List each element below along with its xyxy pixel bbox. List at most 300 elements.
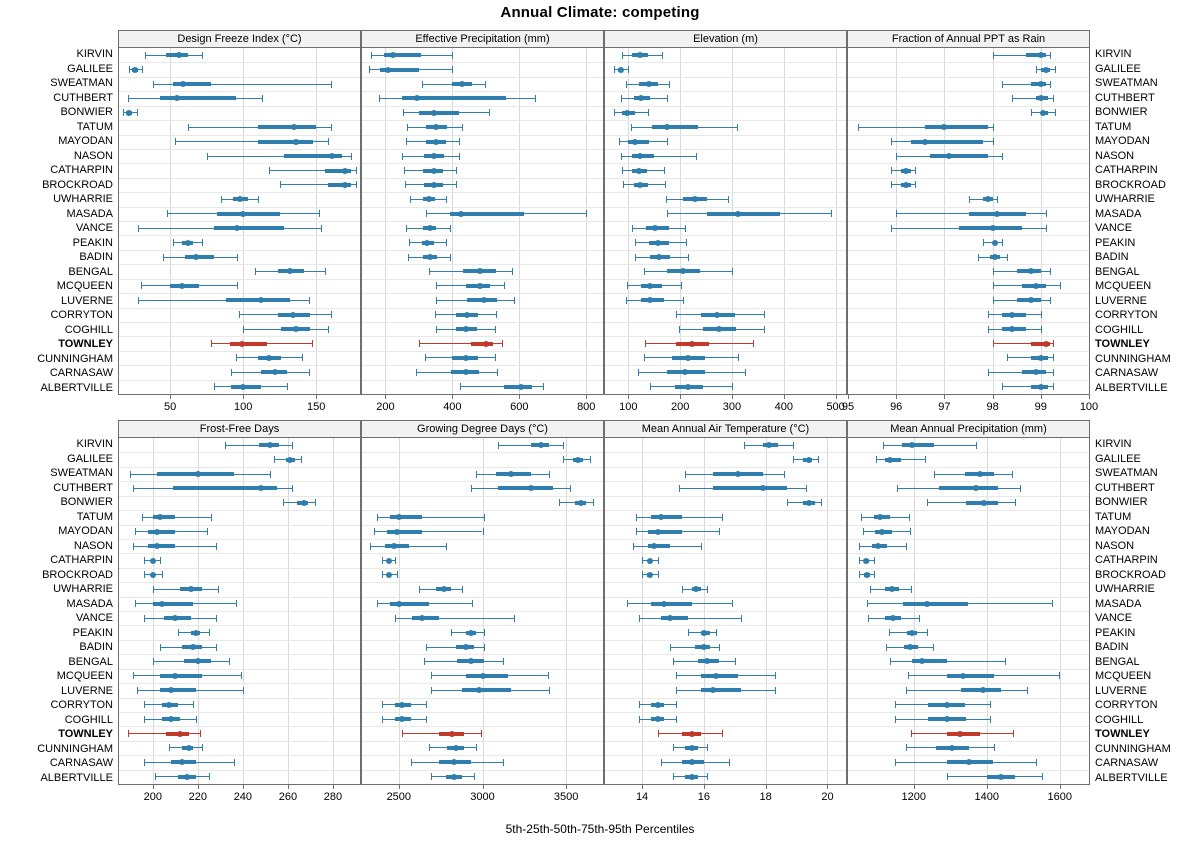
- whisker-cap-low: [435, 311, 436, 318]
- whisker-cap-low: [636, 514, 637, 521]
- median-point: [433, 139, 439, 145]
- row-label-left-vance: VANCE: [75, 612, 113, 625]
- interquartile-bar: [925, 125, 988, 129]
- whisker-cap-high: [806, 485, 807, 492]
- whisker-cap-low: [626, 297, 627, 304]
- gridline-horizontal: [119, 293, 360, 294]
- whisker-cap-low: [667, 210, 668, 217]
- whisker-cap-high: [450, 225, 451, 232]
- gridline-horizontal: [362, 654, 603, 655]
- median-point: [655, 716, 661, 722]
- median-point: [647, 297, 653, 303]
- whisker-cap-low: [947, 773, 948, 780]
- whisker-cap-low: [144, 701, 145, 708]
- whisker-cap-high: [909, 514, 910, 521]
- interquartile-bar: [939, 486, 997, 490]
- whisker-cap-high: [489, 109, 490, 116]
- whisker-cap-low: [619, 138, 620, 145]
- median-point: [1028, 268, 1034, 274]
- row-label-right-bengal: BENGAL: [1095, 265, 1140, 278]
- axis-tick-label: 50: [163, 401, 177, 413]
- gridline-horizontal: [119, 135, 360, 136]
- whisker-cap-high: [688, 254, 689, 261]
- whisker-cap-high: [292, 485, 293, 492]
- median-point: [714, 312, 720, 318]
- median-point: [293, 139, 299, 145]
- plot-area-top-2: [362, 48, 603, 394]
- whisker-cap-low: [406, 225, 407, 232]
- axis-tick-label: 240: [233, 791, 253, 803]
- whisker-cap-low: [419, 340, 420, 347]
- whisker-cap-low: [685, 471, 686, 478]
- whisker-cap-low: [895, 759, 896, 766]
- row-label-left-townley: TOWNLEY: [58, 338, 113, 351]
- whisker-cap-low: [1036, 66, 1037, 73]
- median-point: [477, 283, 483, 289]
- whisker-cap-low: [673, 744, 674, 751]
- median-point: [258, 297, 264, 303]
- axis-tickmark: [243, 785, 244, 789]
- axis-tick-label: 14: [635, 791, 649, 803]
- row-label-left-albertville: ALBERTVILLE: [40, 381, 113, 394]
- median-point: [637, 182, 643, 188]
- whisker-cap-high: [395, 557, 396, 564]
- whisker-cap-high: [1015, 499, 1016, 506]
- whisker-cap-low: [382, 557, 383, 564]
- median-point: [909, 630, 915, 636]
- whisker-cap-low: [614, 109, 615, 116]
- median-point: [689, 774, 695, 780]
- gridline-horizontal: [362, 336, 603, 337]
- whisker-cap-low: [927, 499, 928, 506]
- gridline-horizontal: [605, 597, 846, 598]
- row-label-right-townley: TOWNLEY: [1095, 338, 1150, 351]
- median-point: [1028, 297, 1034, 303]
- panel-plot-bottom-1: [118, 437, 361, 785]
- whisker-cap-high: [1050, 52, 1051, 59]
- whisker-cap-high: [735, 658, 736, 665]
- gridline-horizontal: [605, 336, 846, 337]
- gridline-horizontal: [848, 496, 1089, 497]
- interquartile-bar: [713, 486, 787, 490]
- row-label-right-sweatman: SWEATMAN: [1095, 467, 1158, 480]
- row-label-left-mayodan: MAYODAN: [58, 525, 113, 538]
- median-point: [919, 658, 925, 664]
- whisker-line: [128, 733, 200, 734]
- median-point: [922, 139, 928, 145]
- gridline-horizontal: [119, 481, 360, 482]
- whisker-cap-low: [221, 196, 222, 203]
- median-point: [966, 759, 972, 765]
- row-label-left-galilee: GALILEE: [67, 62, 113, 75]
- panel-plot-top-4: [847, 47, 1090, 395]
- median-point: [463, 369, 469, 375]
- whisker-cap-low: [451, 629, 452, 636]
- whisker-cap-high: [1041, 326, 1042, 333]
- median-point: [735, 211, 741, 217]
- gridline-horizontal: [605, 91, 846, 92]
- median-point: [180, 81, 186, 87]
- whisker-cap-high: [1027, 687, 1028, 694]
- interquartile-bar: [217, 212, 280, 216]
- whisker-cap-high: [309, 369, 310, 376]
- whisker-cap-high: [1013, 730, 1014, 737]
- median-point: [184, 774, 190, 780]
- median-point: [239, 341, 245, 347]
- whisker-cap-low: [622, 167, 623, 174]
- axis-tickmark: [1060, 785, 1061, 789]
- whisker-cap-high: [1052, 600, 1053, 607]
- gridline-horizontal: [119, 322, 360, 323]
- median-point: [518, 384, 524, 390]
- axis-tick-label: 200: [376, 401, 395, 413]
- median-point: [477, 268, 483, 274]
- median-point: [661, 601, 667, 607]
- whisker-cap-high: [919, 615, 920, 622]
- whisker-cap-high: [209, 629, 210, 636]
- median-point: [291, 124, 297, 130]
- whisker-cap-high: [456, 181, 457, 188]
- gridline-horizontal: [848, 149, 1089, 150]
- whisker-cap-low: [896, 153, 897, 160]
- interquartile-bar: [466, 674, 508, 678]
- gridline-horizontal: [362, 698, 603, 699]
- gridline-horizontal: [848, 640, 1089, 641]
- median-point: [126, 110, 132, 116]
- median-point: [195, 471, 201, 477]
- whisker-cap-high: [292, 442, 293, 449]
- median-point: [1038, 384, 1044, 390]
- panel-plot-bottom-2: [361, 437, 604, 785]
- panel-title-top-4: Fraction of Annual PPT as Rain: [847, 30, 1090, 48]
- median-point: [290, 312, 296, 318]
- whisker-cap-high: [775, 672, 776, 679]
- median-point: [806, 500, 812, 506]
- interquartile-bar: [230, 342, 267, 346]
- whisker-cap-low: [621, 95, 622, 102]
- axis-tick-label: 150: [306, 401, 326, 413]
- whisker-cap-high: [664, 167, 665, 174]
- axis-tick-label: 200: [143, 791, 162, 803]
- whisker-cap-low: [144, 557, 145, 564]
- median-point: [656, 254, 662, 260]
- gridline-horizontal: [605, 452, 846, 453]
- gridline-horizontal: [848, 308, 1089, 309]
- median-point: [463, 644, 469, 650]
- median-point: [177, 731, 183, 737]
- gridline-horizontal: [848, 62, 1089, 63]
- whisker-cap-high: [1005, 658, 1006, 665]
- whisker-cap-low: [129, 66, 130, 73]
- gridline-horizontal: [119, 120, 360, 121]
- whisker-cap-high: [915, 167, 916, 174]
- row-label-left-brockroad: BROCKROAD: [42, 568, 113, 581]
- gridline-horizontal: [119, 539, 360, 540]
- whisker-cap-low: [173, 239, 174, 246]
- gridline-horizontal: [362, 712, 603, 713]
- gridline-horizontal: [848, 293, 1089, 294]
- gridline-horizontal: [119, 221, 360, 222]
- gridline-horizontal: [848, 741, 1089, 742]
- whisker-cap-low: [911, 730, 912, 737]
- gridline-horizontal: [605, 365, 846, 366]
- gridline-horizontal: [848, 770, 1089, 771]
- whisker-cap-low: [896, 210, 897, 217]
- row-label-right-carnasaw: CARNASAW: [1095, 757, 1159, 770]
- whisker-cap-low: [377, 600, 378, 607]
- whisker-cap-high: [676, 701, 677, 708]
- row-label-right-cuthbert: CUTHBERT: [1095, 481, 1155, 494]
- median-point: [385, 67, 391, 73]
- whisker-cap-high: [628, 66, 629, 73]
- interquartile-bar: [258, 140, 314, 144]
- median-point: [441, 586, 447, 592]
- interquartile-bar: [912, 659, 947, 663]
- whisker-cap-low: [642, 571, 643, 578]
- whisker-cap-high: [331, 311, 332, 318]
- whisker-cap-low: [679, 485, 680, 492]
- row-label-left-townley: TOWNLEY: [58, 728, 113, 741]
- whisker-cap-high: [503, 658, 504, 665]
- gridline-horizontal: [362, 510, 603, 511]
- whisker-cap-high: [732, 600, 733, 607]
- gridline-horizontal: [362, 683, 603, 684]
- median-point: [903, 182, 909, 188]
- row-label-left-uwharrie: UWHARRIE: [53, 193, 113, 206]
- median-point: [864, 572, 870, 578]
- whisker-cap-high: [211, 514, 212, 521]
- gridline-horizontal: [362, 625, 603, 626]
- row-label-right-bonwier: BONWIER: [1095, 496, 1148, 509]
- whisker-cap-high: [258, 196, 259, 203]
- gridline-horizontal: [362, 322, 603, 323]
- row-label-left-catharpin: CATHARPIN: [50, 554, 113, 567]
- whisker-cap-low: [431, 687, 432, 694]
- whisker-cap-high: [472, 600, 473, 607]
- row-label-right-catharpin: CATHARPIN: [1095, 554, 1158, 567]
- gridline-horizontal: [119, 770, 360, 771]
- whisker-cap-low: [859, 543, 860, 550]
- gridline-horizontal: [605, 525, 846, 526]
- median-point: [480, 673, 486, 679]
- gridline-horizontal: [362, 539, 603, 540]
- median-point: [508, 471, 514, 477]
- row-label-left-cunningham: CUNNINGHAM: [37, 742, 113, 755]
- interquartile-bar: [471, 342, 493, 346]
- whisker-cap-low: [169, 744, 170, 751]
- interquartile-bar: [214, 226, 284, 230]
- whisker-cap-high: [716, 629, 717, 636]
- whisker-cap-low: [906, 744, 907, 751]
- gridline-horizontal: [605, 106, 846, 107]
- gridline-horizontal: [119, 467, 360, 468]
- median-point: [713, 673, 719, 679]
- median-point: [424, 240, 430, 246]
- interquartile-bar: [947, 732, 981, 736]
- whisker-cap-low: [993, 52, 994, 59]
- whisker-cap-low: [141, 282, 142, 289]
- gridline-horizontal: [362, 669, 603, 670]
- whisker-cap-low: [886, 644, 887, 651]
- whisker-cap-high: [137, 109, 138, 116]
- whisker-cap-low: [283, 499, 284, 506]
- gridline-horizontal: [605, 712, 846, 713]
- whisker-cap-high: [818, 456, 819, 463]
- whisker-cap-high: [549, 687, 550, 694]
- interquartile-bar: [947, 674, 994, 678]
- gridline-horizontal: [362, 77, 603, 78]
- gridline-horizontal: [605, 755, 846, 756]
- interquartile-bar: [231, 385, 260, 389]
- median-point: [655, 529, 661, 535]
- whisker-cap-high: [701, 543, 702, 550]
- row-label-left-carnasaw: CARNASAW: [49, 367, 113, 380]
- gridline-horizontal: [362, 640, 603, 641]
- gridline-horizontal: [119, 698, 360, 699]
- row-label-left-bengal: BENGAL: [68, 265, 113, 278]
- whisker-cap-low: [621, 153, 622, 160]
- row-label-right-peakin: PEAKIN: [1095, 626, 1136, 639]
- median-point: [433, 124, 439, 130]
- whisker-cap-low: [236, 354, 237, 361]
- whisker-cap-high: [476, 744, 477, 751]
- axis-tickmark: [732, 395, 733, 399]
- median-point: [992, 240, 998, 246]
- whisker-cap-high: [309, 297, 310, 304]
- interquartile-bar: [707, 212, 780, 216]
- whisker-cap-high: [315, 499, 316, 506]
- gridline-horizontal: [362, 467, 603, 468]
- whisker-cap-low: [635, 254, 636, 261]
- median-point: [985, 196, 991, 202]
- median-point: [463, 355, 469, 361]
- whisker-cap-low: [631, 124, 632, 131]
- gridline-horizontal: [848, 510, 1089, 511]
- whisker-cap-high: [990, 701, 991, 708]
- median-point: [710, 687, 716, 693]
- whisker-cap-low: [153, 658, 154, 665]
- row-label-right-albertville: ALBERTVILLE: [1095, 381, 1168, 394]
- whisker-cap-low: [144, 759, 145, 766]
- gridline-horizontal: [362, 207, 603, 208]
- whisker-cap-low: [988, 311, 989, 318]
- whisker-cap-high: [775, 687, 776, 694]
- gridline-horizontal: [848, 135, 1089, 136]
- gridline-horizontal: [605, 726, 846, 727]
- gridline-horizontal: [362, 525, 603, 526]
- panel-title-bottom-3: Mean Annual Air Temperature (°C): [604, 420, 847, 438]
- whisker-cap-low: [145, 52, 146, 59]
- row-label-right-corryton: CORRYTON: [1095, 699, 1158, 712]
- axis-tickmark: [766, 785, 767, 789]
- axis-tick-label: 1400: [974, 791, 999, 803]
- row-label-right-brockroad: BROCKROAD: [1095, 568, 1166, 581]
- whisker-cap-low: [144, 716, 145, 723]
- axis-tickmark: [519, 395, 520, 399]
- whisker-cap-low: [658, 730, 659, 737]
- median-point: [863, 558, 869, 564]
- interquartile-bar: [160, 688, 196, 692]
- gridline-horizontal: [605, 279, 846, 280]
- row-label-right-galilee: GALILEE: [1095, 62, 1141, 75]
- whisker-cap-high: [216, 615, 217, 622]
- gridline-horizontal: [362, 726, 603, 727]
- whisker-cap-low: [374, 528, 375, 535]
- row-label-right-vance: VANCE: [1095, 222, 1133, 235]
- row-label-left-mcqueen: MCQUEEN: [56, 280, 113, 293]
- whisker-cap-high: [586, 210, 587, 217]
- gridline-horizontal: [362, 568, 603, 569]
- whisker-cap-high: [1060, 282, 1061, 289]
- whisker-cap-high: [1050, 81, 1051, 88]
- gridline-horizontal: [605, 611, 846, 612]
- median-point: [168, 687, 174, 693]
- median-point: [396, 514, 402, 520]
- median-point: [689, 341, 695, 347]
- whisker-cap-high: [1007, 254, 1008, 261]
- median-point: [992, 254, 998, 260]
- row-label-left-kirvin: KIRVIN: [76, 438, 113, 451]
- whisker-cap-low: [255, 268, 256, 275]
- gridline-horizontal: [848, 597, 1089, 598]
- median-point: [990, 225, 996, 231]
- gridline-horizontal: [605, 741, 846, 742]
- whisker-cap-high: [911, 586, 912, 593]
- gridline-horizontal: [362, 481, 603, 482]
- row-label-right-mcqueen: MCQUEEN: [1095, 280, 1152, 293]
- whisker-cap-high: [234, 759, 235, 766]
- median-point: [685, 355, 691, 361]
- whisker-cap-low: [676, 687, 677, 694]
- row-label-right-luverne: LUVERNE: [1095, 294, 1147, 307]
- whisker-cap-low: [983, 239, 984, 246]
- whisker-cap-low: [622, 52, 623, 59]
- row-label-left-vance: VANCE: [75, 222, 113, 235]
- gridline-horizontal: [848, 279, 1089, 280]
- gridline-horizontal: [119, 741, 360, 742]
- row-label-left-sweatman: SWEATMAN: [50, 467, 113, 480]
- median-point: [994, 211, 1000, 217]
- median-point: [258, 485, 264, 491]
- gridline-horizontal: [605, 322, 846, 323]
- whisker-cap-low: [1007, 354, 1008, 361]
- gridline-horizontal: [362, 496, 603, 497]
- row-label-left-tatum: TATUM: [76, 120, 113, 133]
- whisker-cap-low: [644, 268, 645, 275]
- axis-tickmark: [680, 395, 681, 399]
- median-point: [342, 182, 348, 188]
- interquartile-bar: [648, 530, 682, 534]
- whisker-cap-high: [270, 471, 271, 478]
- whisker-cap-high: [503, 759, 504, 766]
- axis-tickmark: [483, 785, 484, 789]
- gridline-horizontal: [362, 553, 603, 554]
- gridline-horizontal: [362, 308, 603, 309]
- median-point: [1033, 369, 1039, 375]
- median-point: [704, 658, 710, 664]
- axis-tick-label: 1200: [901, 791, 926, 803]
- row-label-left-cuthbert: CUTHBERT: [53, 481, 113, 494]
- whisker-cap-low: [155, 773, 156, 780]
- whisker-line: [639, 618, 741, 619]
- whisker-cap-high: [237, 254, 238, 261]
- interquartile-bar: [462, 688, 511, 692]
- row-label-right-coghill: COGHILL: [1095, 323, 1144, 336]
- whisker-cap-high: [193, 701, 194, 708]
- median-point: [689, 759, 695, 765]
- median-point: [647, 283, 653, 289]
- median-point: [483, 341, 489, 347]
